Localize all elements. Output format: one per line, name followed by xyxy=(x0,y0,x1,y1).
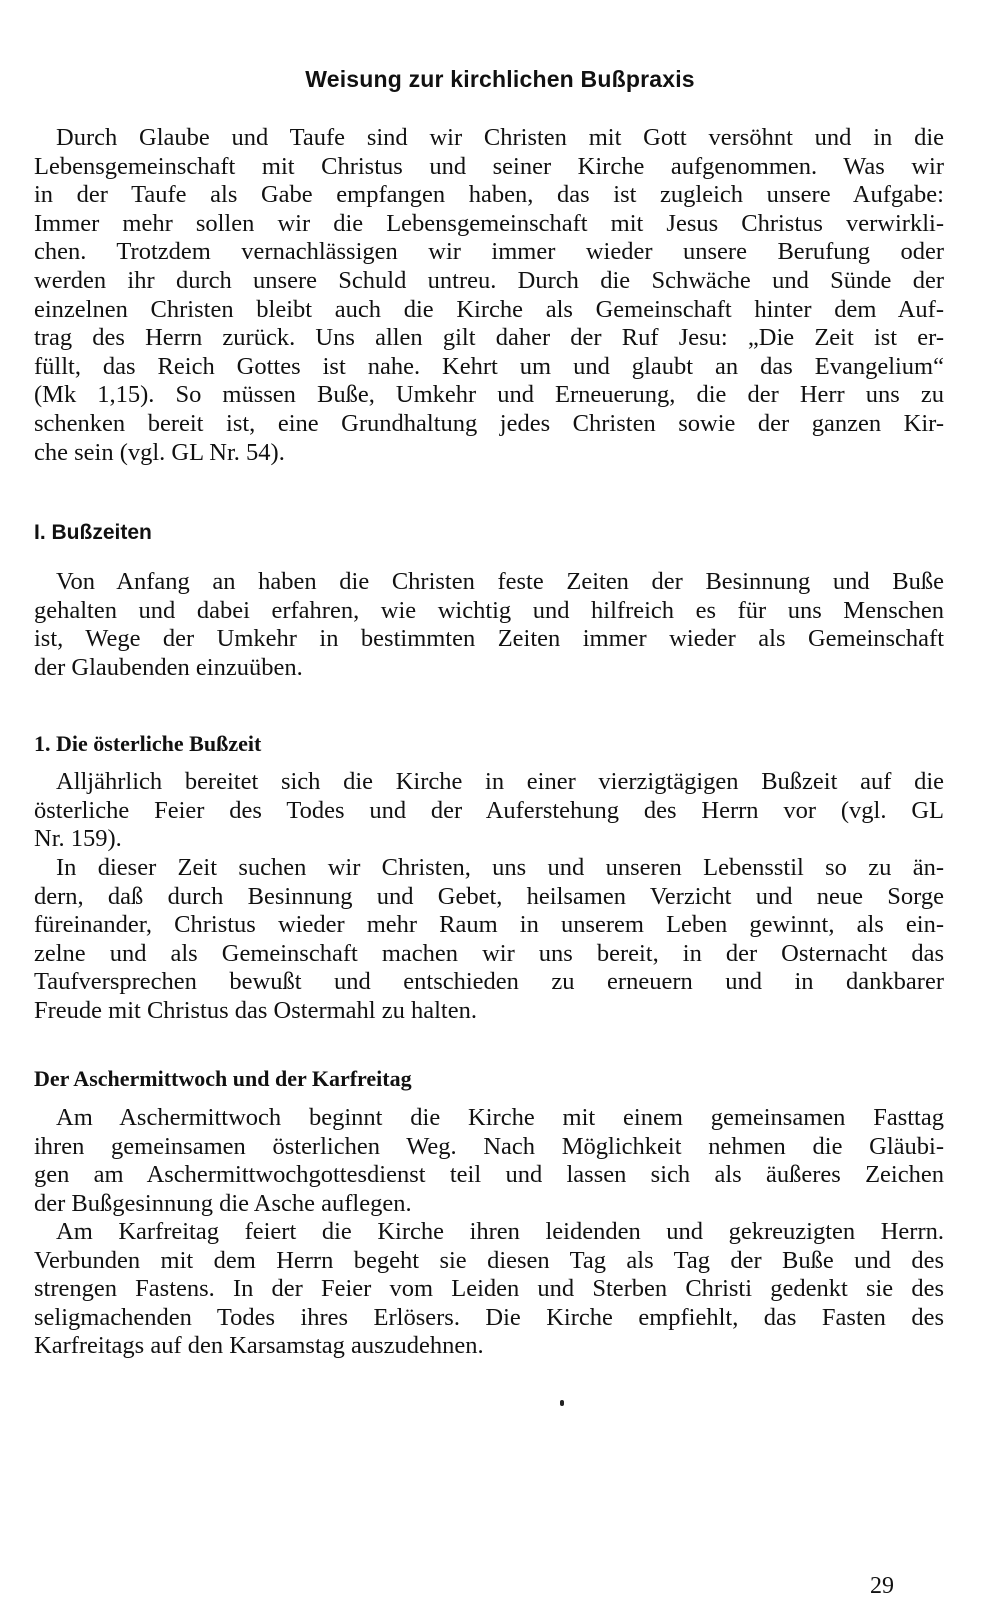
subsection-heading-oesterliche-busszeit: 1. Die österliche Bußzeit xyxy=(34,731,262,756)
text-line: Alljährlich bereitet sich die Kirche in einer vierzigtägigen Bußzeit auf die xyxy=(56,768,944,795)
text-line: ihren gemeinsamen österlichen Weg. Nach Möglichkeit nehmen die Gläubi- xyxy=(34,1132,944,1160)
print-speck xyxy=(560,1400,564,1406)
intro-paragraph xyxy=(34,124,944,467)
text-line: dern, daß durch Besinnung und Gebet, heilsamen Verzicht und neue Sorge xyxy=(34,882,944,910)
subsection-heading-aschermittwoch-karfreitag: Der Aschermittwoch und der Karfreitag xyxy=(34,1066,412,1091)
section-1-paragraph xyxy=(34,568,944,682)
text-line: zelne und als Gemeinschaft machen wir uns bereit, in der Osternacht das xyxy=(34,939,944,967)
text-line: gehalten und dabei erfahren, wie wichtig und hilfreich es für uns Menschen xyxy=(34,596,944,624)
text-line: österliche Feier des Todes und der Auferstehung des Herrn vor (vgl. GL xyxy=(34,796,944,824)
text-line: schenken bereit ist, eine Grundhaltung jedes Christen sowie der ganzen Kir- xyxy=(34,409,944,437)
text-line: in der Taufe als Gabe empfangen haben, das ist zugleich unsere Aufgabe: xyxy=(34,181,944,209)
text-line: der Bußgesinnung die Asche auflegen. xyxy=(34,1189,412,1217)
text-line: Taufversprechen bewußt und entschieden zu erneuern und in dankbarer xyxy=(34,968,944,996)
text-line: Von Anfang an haben die Christen feste Zeiten der Besinnung und Buße xyxy=(56,568,944,595)
page-number: 29 xyxy=(870,1573,894,1599)
text-line: trag des Herrn zurück. Uns allen gilt daher der Ruf Jesu: „Die Zeit ist er- xyxy=(34,324,944,352)
text-line: seligmachenden Todes ihres Erlösers. Die Kirche empfiehlt, das Fasten des xyxy=(34,1303,944,1331)
text-line: In dieser Zeit suchen wir Christen, uns und unseren Lebensstil so zu än- xyxy=(56,854,944,881)
section-heading-busszeiten: I. Bußzeiten xyxy=(34,521,152,544)
text-line: einzelnen Christen bleibt auch die Kirche als Gemeinschaft hinter dem Auf- xyxy=(34,295,944,323)
subsection-1-paragraph-1 xyxy=(34,768,944,854)
text-line: (Mk 1,15). So müssen Buße, Umkehr und Erneuerung, die der Herr uns zu xyxy=(34,381,944,409)
text-line: Am Karfreitag feiert die Kirche ihren leidenden und gekreuzigten Herrn. xyxy=(56,1218,944,1245)
text-line: ist, Wege der Umkehr in bestimmten Zeiten immer wieder als Gemeinschaft xyxy=(34,625,944,653)
text-line: Am Aschermittwoch beginnt die Kirche mit einem gemeinsamen Fasttag xyxy=(56,1104,944,1131)
subsection-2-paragraph-2 xyxy=(34,1218,944,1361)
text-line: Durch Glaube und Taufe sind wir Christen mit Gott versöhnt und in die xyxy=(56,124,944,151)
text-line: Immer mehr sollen wir die Lebensgemeinschaft mit Jesus Christus verwirkli- xyxy=(34,209,944,237)
text-line: werden ihr durch unsere Schuld untreu. Durch die Schwäche und Sünde der xyxy=(34,266,944,294)
text-line: chen. Trotzdem vernachlässigen wir immer wieder unsere Berufung oder xyxy=(34,238,944,266)
text-line: füreinander, Christus wieder mehr Raum in unserem Leben gewinnt, als ein- xyxy=(34,911,944,939)
text-line: Nr. 159). xyxy=(34,825,122,853)
text-line: Freude mit Christus das Ostermahl zu halten. xyxy=(34,996,477,1024)
page-title: Weisung zur kirchlichen Bußpraxis xyxy=(305,66,695,92)
text-line: Karfreitags auf den Karsamstag auszudehnen. xyxy=(34,1332,484,1360)
text-line: strengen Fastens. In der Feier vom Leiden und Sterben Christi gedenkt sie des xyxy=(34,1275,944,1303)
text-line: che sein (vgl. GL Nr. 54). xyxy=(34,438,285,466)
text-line: der Glaubenden einzuüben. xyxy=(34,653,303,681)
text-line: Verbunden mit dem Herrn begeht sie diesen Tag als Tag der Buße und des xyxy=(34,1246,944,1274)
subsection-1-paragraph-2 xyxy=(34,854,944,1026)
text-line: Lebensgemeinschaft mit Christus und seiner Kirche aufgenommen. Was wir xyxy=(34,152,944,180)
text-line: füllt, das Reich Gottes ist nahe. Kehrt um und glaubt an das Evangelium“ xyxy=(34,352,944,380)
text-line: gen am Aschermittwochgottesdienst teil und lassen sich als äußeres Zeichen xyxy=(34,1161,944,1189)
subsection-2-paragraph-1 xyxy=(34,1104,944,1218)
